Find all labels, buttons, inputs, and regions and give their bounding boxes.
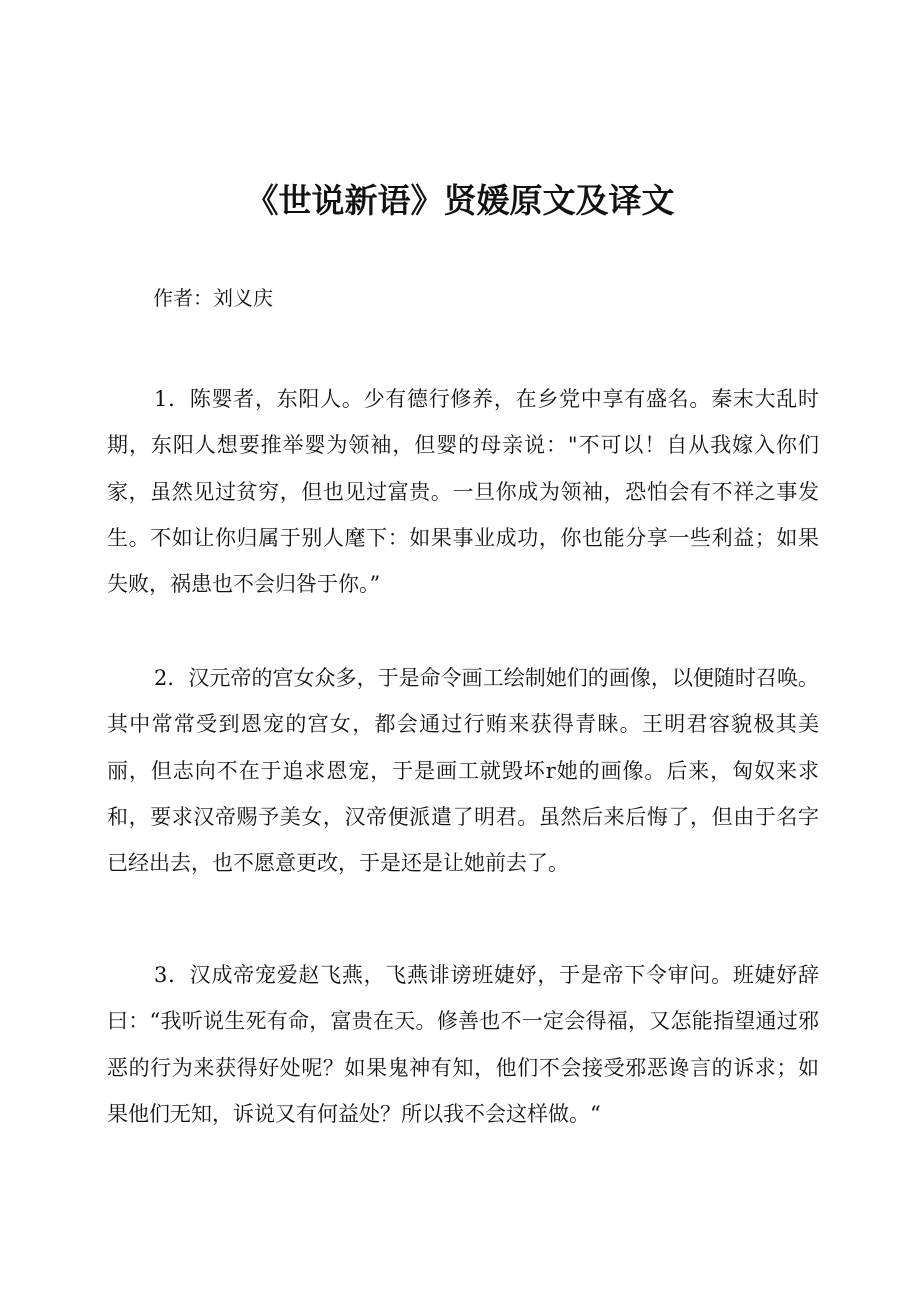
document-title: 《世说新语》贤媛原文及译文 [245, 181, 675, 220]
paragraph-3: 3．汉成帝宠爱赵飞燕，飞燕诽谤班婕妤，于是帝下令审问。班婕妤辞曰：“我听说生死有命，富贵在天。修善也不一定会得福，又怎能指望通过邪恶的行为来获得好处呢？如果鬼神有知，他们不会接受邪恶谗言的诉求；如果他们无知，诉说又有何益处？所以我不会这样做。“ [107, 963, 819, 1126]
paragraph-2: 2．汉元帝的宫女众多，于是命令画工绘制她们的画像，以便随时召唤。其中常常受到恩宠的宫女，都会通过行贿来获得青睐。王明君容貌极其美丽，但志向不在于追求恩宠，于是画工就毁坏r她的画像。后来，匈奴来求和，要求汉帝赐予美女，汉帝便派遣了明君。虽然后来后悔了，但由于名字已经出去，也不愿意更改，于是还是让她前去了。 [107, 666, 819, 876]
paragraph-1: 1．陈婴者，东阳人。少有德行修养，在乡党中享有盛名。秦末大乱时期，东阳人想要推举婴为领袖，但婴的母亲说："不可以！自从我嫁入你们家，虽然见过贫穷，但也见过富贵。一旦你成为领袖，恐怕会有不祥之事发生。不如让你归属于别人麾下：如果事业成功，你也能分享一些利益；如果失败，祸患也不会归咎于你。” [107, 387, 819, 597]
author-line: 作者：刘义庆 [153, 286, 273, 310]
